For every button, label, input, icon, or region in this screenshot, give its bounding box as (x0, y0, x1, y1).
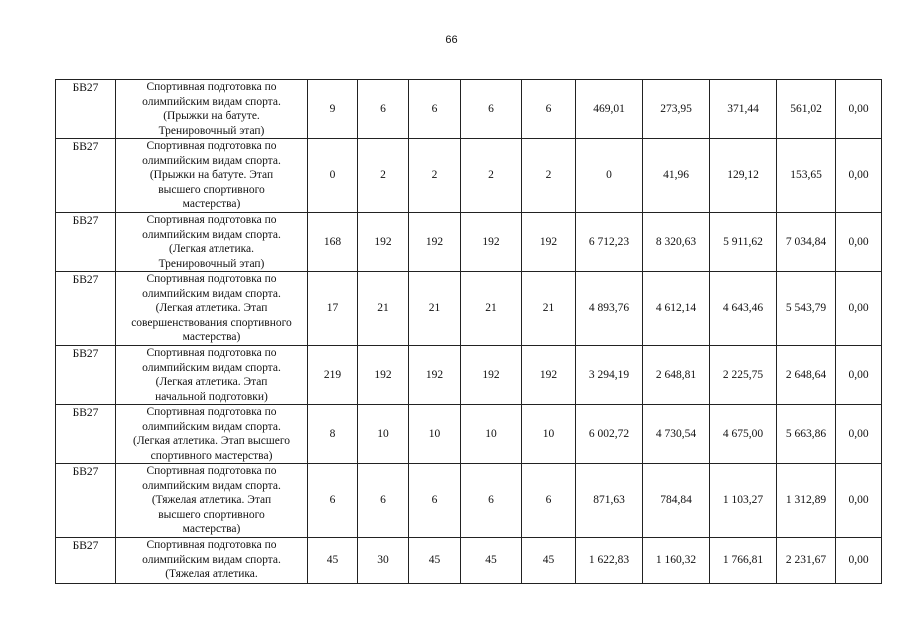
row-value: 10 (461, 405, 522, 464)
row-value: 6 (358, 464, 409, 538)
table-row (56, 213, 882, 272)
row-code: БВ27 (56, 346, 116, 405)
row-value: 192 (358, 346, 409, 405)
table-row (56, 346, 882, 405)
row-value: 273,95 (643, 80, 710, 139)
row-value: 41,96 (643, 139, 710, 213)
row-value: 192 (409, 213, 461, 272)
row-value: 45 (522, 538, 576, 584)
row-description: Спортивная подготовка по олимпийским видам спорта. (Легкая атлетика. Тренировочный этап) (116, 213, 308, 272)
row-code: БВ27 (56, 80, 116, 139)
row-code: БВ27 (56, 538, 116, 584)
row-value: 0 (308, 139, 358, 213)
row-value: 6 002,72 (576, 405, 643, 464)
row-value: 2 (522, 139, 576, 213)
row-value: 192 (358, 213, 409, 272)
row-value: 0,00 (836, 346, 882, 405)
table-row (56, 538, 882, 584)
row-value: 0,00 (836, 213, 882, 272)
row-value: 4 643,46 (710, 272, 777, 346)
row-value: 21 (461, 272, 522, 346)
row-value: 10 (409, 405, 461, 464)
row-value: 192 (522, 213, 576, 272)
row-value: 168 (308, 213, 358, 272)
row-value: 45 (308, 538, 358, 584)
row-value: 2 225,75 (710, 346, 777, 405)
row-value: 2 (409, 139, 461, 213)
row-value: 1 103,27 (710, 464, 777, 538)
row-value: 6 (522, 80, 576, 139)
row-description: Спортивная подготовка по олимпийским видам спорта. (Прыжки на батуте. Тренировочный этап) (116, 80, 308, 139)
budget-table (55, 79, 882, 584)
row-value: 6 (308, 464, 358, 538)
row-code: БВ27 (56, 213, 116, 272)
row-value: 1 766,81 (710, 538, 777, 584)
row-description: Спортивная подготовка по олимпийским видам спорта. (Легкая атлетика. Этап высшего спортивного мастерства) (116, 405, 308, 464)
row-value: 7 034,84 (777, 213, 836, 272)
row-value: 871,63 (576, 464, 643, 538)
row-value: 21 (522, 272, 576, 346)
row-value: 561,02 (777, 80, 836, 139)
row-value: 371,44 (710, 80, 777, 139)
row-value: 10 (358, 405, 409, 464)
row-value: 192 (461, 346, 522, 405)
row-value: 2 (358, 139, 409, 213)
row-description: Спортивная подготовка по олимпийским видам спорта. (Легкая атлетика. Этап совершенствования спортивного мастерства) (116, 272, 308, 346)
row-code: БВ27 (56, 139, 116, 213)
row-value: 17 (308, 272, 358, 346)
row-value: 469,01 (576, 80, 643, 139)
row-value: 1 160,32 (643, 538, 710, 584)
row-code: БВ27 (56, 464, 116, 538)
row-code: БВ27 (56, 405, 116, 464)
row-value: 0,00 (836, 405, 882, 464)
row-value: 0,00 (836, 80, 882, 139)
row-description: Спортивная подготовка по олимпийским видам спорта. (Прыжки на батуте. Этап высшего спортивного мастерства) (116, 139, 308, 213)
row-description: Спортивная подготовка по олимпийским видам спорта. (Легкая атлетика. Этап начальной подготовки) (116, 346, 308, 405)
row-value: 192 (522, 346, 576, 405)
row-description: Спортивная подготовка по олимпийским видам спорта. (Тяжелая атлетика. Этап высшего спортивного мастерства) (116, 464, 308, 538)
row-description: Спортивная подготовка по олимпийским видам спорта. (Тяжелая атлетика. (116, 538, 308, 584)
table-row (56, 272, 882, 346)
row-value: 784,84 (643, 464, 710, 538)
row-value: 0,00 (836, 139, 882, 213)
row-value: 6 (461, 80, 522, 139)
row-value: 6 712,23 (576, 213, 643, 272)
table-row (56, 464, 882, 538)
table-body (56, 80, 882, 584)
row-value: 30 (358, 538, 409, 584)
table-row (56, 80, 882, 139)
row-value: 8 (308, 405, 358, 464)
row-value: 192 (461, 213, 522, 272)
row-value: 5 911,62 (710, 213, 777, 272)
row-value: 10 (522, 405, 576, 464)
row-value: 0,00 (836, 538, 882, 584)
row-value: 9 (308, 80, 358, 139)
row-value: 5 663,86 (777, 405, 836, 464)
row-value: 4 675,00 (710, 405, 777, 464)
row-value: 219 (308, 346, 358, 405)
row-value: 0,00 (836, 464, 882, 538)
row-value: 153,65 (777, 139, 836, 213)
row-value: 6 (409, 464, 461, 538)
row-value: 2 (461, 139, 522, 213)
table-row (56, 139, 882, 213)
table-row (56, 405, 882, 464)
row-value: 3 294,19 (576, 346, 643, 405)
row-value: 6 (409, 80, 461, 139)
row-value: 21 (409, 272, 461, 346)
row-value: 129,12 (710, 139, 777, 213)
row-value: 45 (461, 538, 522, 584)
row-value: 192 (409, 346, 461, 405)
row-value: 6 (522, 464, 576, 538)
row-value: 1 622,83 (576, 538, 643, 584)
row-value: 1 312,89 (777, 464, 836, 538)
row-value: 6 (461, 464, 522, 538)
row-code: БВ27 (56, 272, 116, 346)
row-value: 45 (409, 538, 461, 584)
row-value: 2 231,67 (777, 538, 836, 584)
page-number: 66 (445, 34, 458, 46)
row-value: 0,00 (836, 272, 882, 346)
row-value: 2 648,81 (643, 346, 710, 405)
row-value: 21 (358, 272, 409, 346)
row-value: 4 612,14 (643, 272, 710, 346)
row-value: 4 730,54 (643, 405, 710, 464)
row-value: 5 543,79 (777, 272, 836, 346)
row-value: 0 (576, 139, 643, 213)
row-value: 2 648,64 (777, 346, 836, 405)
row-value: 6 (358, 80, 409, 139)
row-value: 8 320,63 (643, 213, 710, 272)
row-value: 4 893,76 (576, 272, 643, 346)
